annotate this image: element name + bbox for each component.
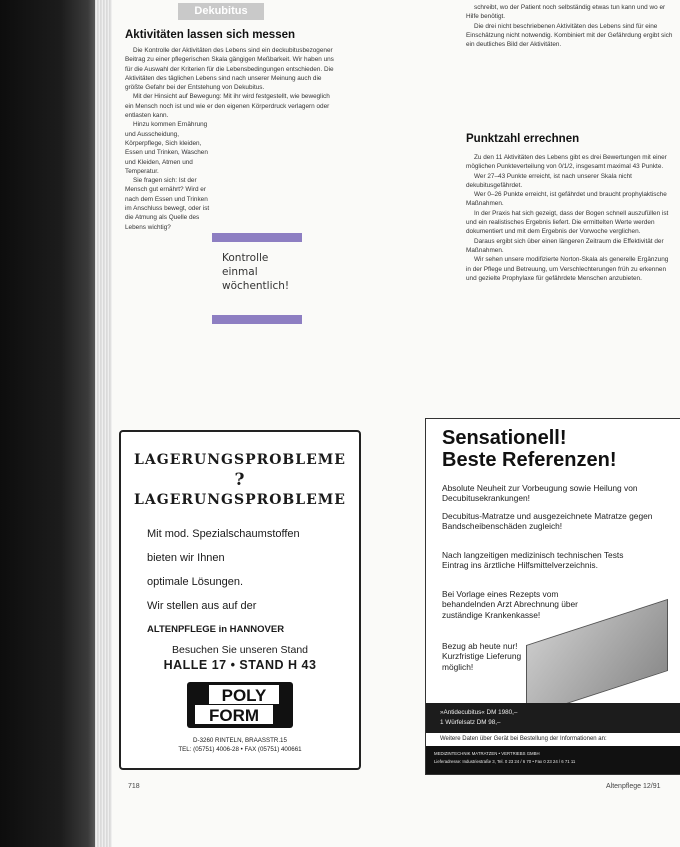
right-paragraph: Wir sehen unsere modifizierte Norton-Skala als generelle Ergänzung in der Pflege und Betreuung, um Verschlechterungen früh zu erkennen und gezielte Prophylaxe für gefährdete Menschen anzubieten.	[466, 256, 669, 282]
ad-note: Weitere Daten über Gerät bei Bestellung der Informationen an:	[440, 736, 607, 742]
ad-footer	[426, 746, 680, 774]
section-tag: Dekubitus	[178, 3, 264, 20]
ad-headline-line-1: LAGERUNGSPROBLEME	[134, 452, 346, 468]
ad-footer-line: MEDIZINTECHNIK MATRATZEN • VERTRIEBS GMBH	[434, 751, 540, 756]
left-paragraph: Mit der Hinsicht auf Bewegung: Mit ihr wird festgestellt, wie beweglich ein Mensch noch ist und wie er den eigenen Körperdruck verlagern oder entlasten kann.	[125, 93, 330, 120]
left-paragraph: Sie fragen sich: Ist der Mensch gut ernährt? Wird er nach dem Essen und Trinken im Anschluss bewegt, oder ist die Atmung als Quelle des Lebens wichtig?	[125, 177, 210, 231]
page-stack-edge	[95, 0, 113, 847]
highlight-bar-bottom	[212, 315, 302, 324]
left-paragraph: Die Kontrolle der Aktivitäten des Lebens sind ein deckubitusbezogener Beitrag zu einer pflegerischen Skala gängigen Meßbarkeit. Wir haben uns für die Auswahl der Kriterien für die Lebensbedingungen entschieden. Die Aktivitäten des täglichen Lebens sind nach unserer Meinung auch die größte Gefahr bei der Entstehung von Dekubitus.	[125, 47, 334, 92]
ad-address	[121, 736, 359, 754]
ad-title-line-1: Sensationell!	[442, 427, 567, 449]
ad-line: Wir stellen aus auf der	[147, 600, 257, 612]
page-number: 718	[128, 783, 140, 790]
ad-paragraph: Absolute Neuheit zur Vorbeugung sowie Heilung von Decubitusekrankungen!	[442, 483, 638, 504]
ad-phone-line: TEL: (05751) 4006-28 • FAX (05751) 400661	[178, 746, 302, 753]
callout-box	[212, 227, 330, 337]
ad-title-line-2: Beste Referenzen!	[442, 449, 617, 471]
right-paragraph: Wer 27–43 Punkte erreicht, ist nach unserer Skala nicht dekubitusgefährdet.	[466, 172, 632, 189]
polyform-advertisement	[119, 430, 361, 770]
right-paragraph: Wer 0–26 Punkte erreicht, ist gefährdet und braucht prophylaktische Maßnahmen.	[466, 191, 667, 208]
right-paragraph: schreibt, wo der Patient noch selbständig etwas tun kann und wo er Hilfe benötigt.	[466, 4, 666, 21]
logo-text-form: FORM	[208, 706, 260, 725]
ad-event: ALTENPFLEGE in HANNOVER	[147, 624, 285, 635]
right-heading: Punktzahl errechnen	[466, 133, 580, 145]
book-binding	[0, 0, 110, 847]
ad-line: Mit mod. Spezialschaumstoffen	[147, 528, 300, 540]
right-article-text	[466, 153, 674, 283]
ad-line: optimale Lösungen.	[147, 576, 244, 588]
ad-footer-line: Lieferadresse: Industriestraße 3, Tel. 0 23 24 / 6 70 • Fax 0 23 24 / 6 71 11	[434, 759, 576, 764]
logo-text-poly: POLY	[221, 686, 267, 705]
polyform-logo	[187, 682, 293, 728]
ad-price-band	[426, 703, 680, 733]
right-paragraph: Die drei nicht beschriebenen Aktivitäten des Lebens sind für eine Einschätzung nicht notwendig. Kombiniert mit der Gefährdung ergibt sich ein deutliches Bild der Aktivitäten.	[466, 22, 673, 49]
ad-paragraph: Bei Vorlage eines Rezepts vom behandelnden Arzt Abrechnung über zuständige Krankenkasse!	[442, 589, 578, 620]
ad-paragraph: Bezug ab heute nur! Kurzfristige Lieferung möglich!	[442, 641, 522, 672]
ad-hall-stand: HALLE 17 • STAND H 43	[163, 658, 317, 672]
ad-price: »Antidecubitus« DM 1980,–	[440, 709, 518, 716]
mattress-advertisement	[425, 418, 680, 775]
ad-paragraph: Nach langzeitigen medizinisch technischen Tests Eintrag ins ärztliche Hilfsmittelverzeichnis.	[442, 550, 624, 571]
ad-body	[147, 522, 347, 642]
ad-headline-line-2: LAGERUNGSPROBLEME	[134, 492, 346, 508]
left-paragraph: Hinzu kommen Ernährung und Ausscheidung, Körperpflege, Sich kleiden, Essen und Trinken, Waschen und Kleiden, Atmen und Temperatur.	[125, 121, 208, 175]
ad-headline	[121, 450, 359, 510]
ad-title	[442, 427, 617, 471]
ad-paragraph: Decubitus-Matratze und ausgezeichnete Matratze gegen Bandscheibenschäden zugleich!	[442, 511, 653, 532]
callout-text: Kontrolle einmal wöchentlich!	[222, 252, 290, 292]
right-paragraph: Zu den 11 Aktivitäten des Lebens gibt es drei Bewertungen mit einer möglichen Punkteverteilung von 0/1/2, insgesamt maximal 43 Punkte.	[466, 154, 667, 171]
right-paragraph: Daraus ergibt sich über einen längeren Zeitraum die Effektivität der Maßnahmen.	[466, 237, 664, 254]
left-heading: Aktivitäten lassen sich messen	[125, 29, 296, 41]
ad-question-mark: ?	[234, 470, 246, 490]
left-article-text	[125, 46, 335, 232]
ad-line: bieten wir Ihnen	[147, 552, 225, 564]
right-paragraph: In der Praxis hat sich gezeigt, dass der Bogen schnell auszufüllen ist und ein realistisches Ergebnis liefert. Die ermittelten Werte werden dokumentiert und mit dem Ergebnis der Vorwoche verglichen.	[466, 209, 669, 236]
ad-address-line: D-3260 RINTELN, BRAASSTR.15	[193, 737, 287, 744]
highlight-bar-top	[212, 233, 302, 242]
ad-visit-text: Besuchen Sie unseren Stand	[171, 644, 308, 656]
ad-price: 1 Würfelsatz DM 98,–	[440, 719, 501, 726]
journal-reference: Altenpflege 12/91	[606, 783, 661, 790]
right-article-top	[466, 3, 674, 49]
